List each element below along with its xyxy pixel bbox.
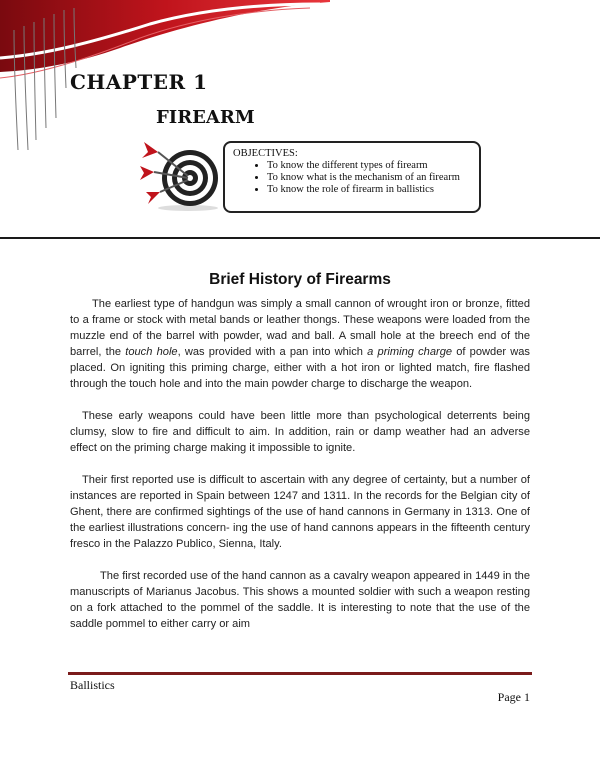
- objectives-list: [233, 160, 471, 196]
- objective-item: • To know the role of firearm in ballistics: [267, 184, 471, 196]
- target-darts-icon: [138, 138, 220, 212]
- objectives-title: OBJECTIVES:: [233, 148, 298, 159]
- objective-item: • To know what is the mechanism of an firearm: [267, 172, 471, 184]
- chapter-label: CHAPTER 1: [70, 70, 208, 94]
- paragraph-4: The first recorded use of the hand cannon as a cavalry weapon appeared in 1449 in the manuscripts of Marianus Jacobus. This shows a mounted soldier with such a weapon resting on a fork attached to the pommel of the saddle. It is interesting to note that the use of the saddle pommel to either carry or aim: [70, 570, 530, 630]
- footer-divider: [68, 672, 532, 675]
- footer-book-title: Ballistics: [70, 678, 115, 692]
- objective-item: • To know the different types of firearm: [267, 160, 471, 172]
- term-priming-charge: a priming charge: [367, 346, 453, 358]
- paragraph-2: These early weapons could have been little more than psychological deterrents being clumsy, slow to fire and difficult to aim. In addition, rain or damp weather had an adverse effect on the priming charge making it impossible to ignite.: [70, 410, 530, 454]
- paragraph-3: Their first reported use is difficult to ascertain with any degree of certainty, but a number of instances are reported in Spain between 1247 and 1311. In the records for the Belgian city of Ghent, there are confirmed sightings of the use of hand cannons in Germany in 1313. One of the earliest illustrations concern- ing the use of hand cannons appears in the fifteenth century fresco in the Palazzo Publico, Sienna, Italy.: [70, 474, 530, 550]
- page-number: Page 1: [497, 690, 530, 704]
- body-text: [70, 296, 530, 648]
- chapter-title: FIREARM: [156, 107, 255, 128]
- paragraph-1-part-c: of powder was placed. On igniting this priming charge, either with a hot iron or lighted match, fire flashed through the touch hole and into the main powder charge to discharge the weapon.: [70, 346, 530, 390]
- header-divider: [0, 237, 600, 239]
- paragraph-1-part-a: The earliest type of handgun was simply a small cannon of wrought iron or bronze, fitted to a frame or stock with metal bands or leather thongs. These weapons were loaded from the muzzle end of the barrel with powder, wad and ball. A small hole at the breech end of the barrel, the: [70, 298, 530, 358]
- paragraph-1: [70, 296, 530, 392]
- objectives-box: [223, 141, 481, 213]
- paragraph-1-part-b: , was provided with a pan into which: [177, 346, 368, 358]
- section-title: Brief History of Firearms: [209, 271, 391, 288]
- term-touch-hole: touch hole: [125, 346, 178, 358]
